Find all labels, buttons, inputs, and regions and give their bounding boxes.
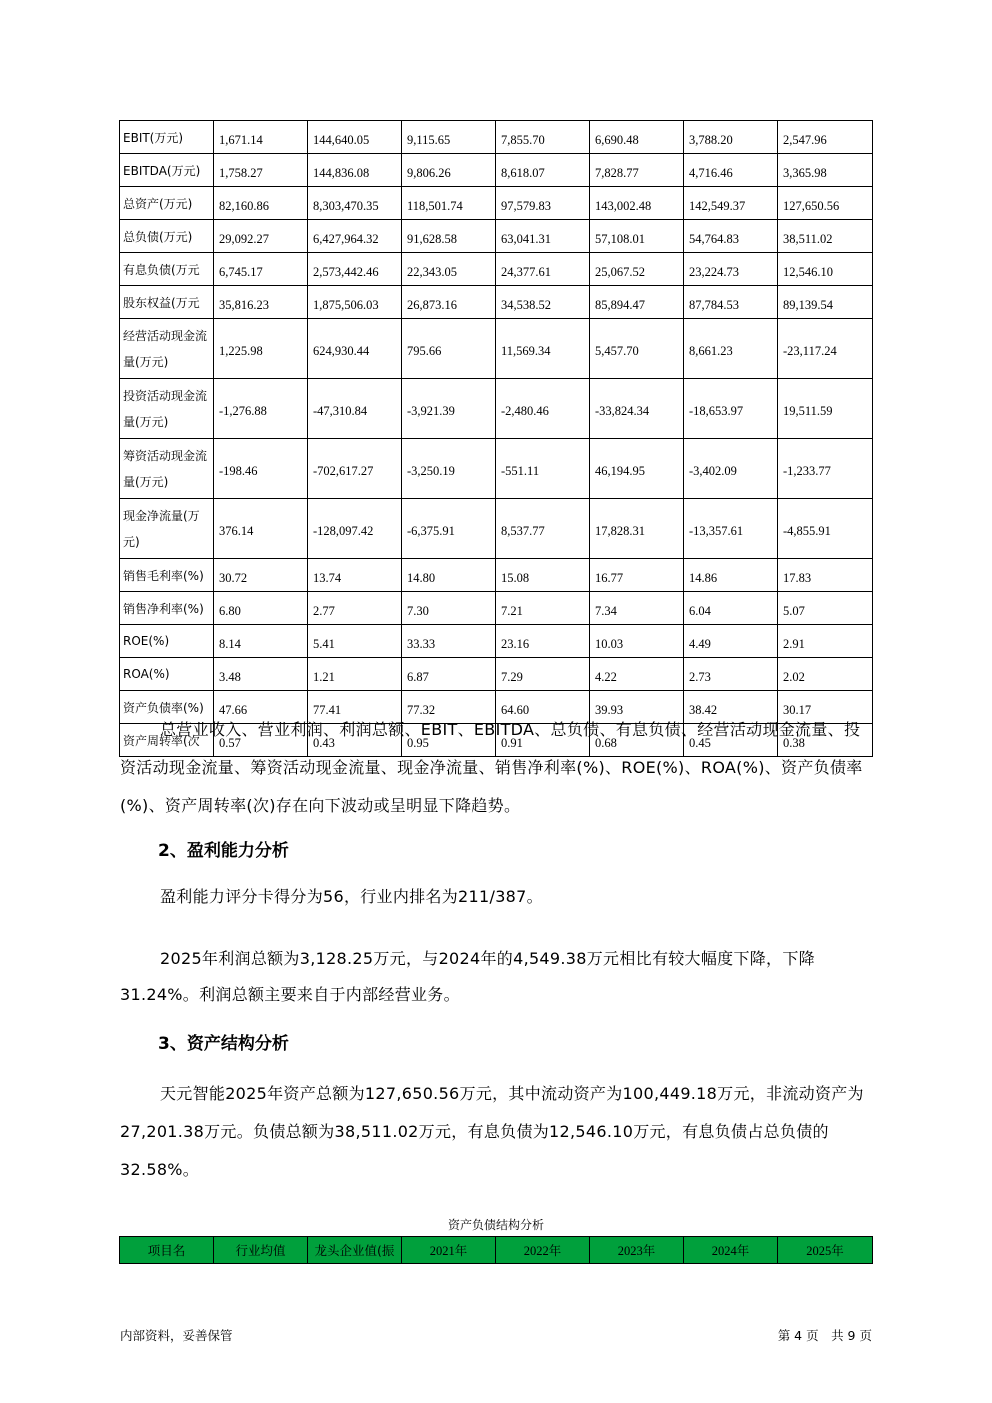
table-cell: 3,365.98 [778, 154, 873, 187]
row-label: ROA(%) [120, 658, 214, 691]
table-cell: -2,480.46 [496, 379, 590, 439]
table-row [120, 220, 873, 253]
table-cell: 6,745.17 [214, 253, 308, 286]
financial-indicators-table [119, 120, 873, 757]
table-cell: -702,617.27 [308, 439, 402, 499]
column-header: 项目名 [120, 1237, 214, 1264]
table-cell: 77.41 [308, 691, 402, 724]
table-cell: 4.49 [684, 625, 778, 658]
table-cell: 14.80 [402, 559, 496, 592]
table-cell: 3,788.20 [684, 121, 778, 154]
row-label: 销售净利率(%) [120, 592, 214, 625]
table-cell: 143,002.48 [590, 187, 684, 220]
footer-page-number: 第 4 页 共 9 页 [777, 1328, 872, 1343]
table-cell: 1,225.98 [214, 319, 308, 379]
table-cell: 0.68 [590, 724, 684, 757]
table-cell: -198.46 [214, 439, 308, 499]
table-row [120, 121, 873, 154]
asset-structure-paragraph: 天元智能2025年资产总额为127,650.56万元，其中流动资产为100,449.18万元，非流动资产为27,201.38万元。负债总额为38,511.02万元，有息负债为12,546.10万元，有息负债占总负债的32.58%。 [120, 1084, 864, 1179]
table-cell: 3.48 [214, 658, 308, 691]
table-cell: 0.43 [308, 724, 402, 757]
table-cell: 4.22 [590, 658, 684, 691]
table-cell: -6,375.91 [402, 499, 496, 559]
table-cell: 97,579.83 [496, 187, 590, 220]
table-cell: 6.80 [214, 592, 308, 625]
profitability-score-paragraph: 盈利能力评分卡得分为56，行业内排名为211/387。 [160, 887, 543, 906]
table-cell: 7,828.77 [590, 154, 684, 187]
column-header: 2025年 [778, 1237, 873, 1264]
column-header: 2021年 [402, 1237, 496, 1264]
table-cell: 5.07 [778, 592, 873, 625]
table-cell: -128,097.42 [308, 499, 402, 559]
table-cell: -1,233.77 [778, 439, 873, 499]
table-cell: 1,671.14 [214, 121, 308, 154]
column-header: 2022年 [496, 1237, 590, 1264]
asset-liability-structure-table [119, 1236, 873, 1264]
table-cell: 5,457.70 [590, 319, 684, 379]
table-cell: 8.14 [214, 625, 308, 658]
table-cell: 25,067.52 [590, 253, 684, 286]
table-cell: 142,549.37 [684, 187, 778, 220]
table-cell: 16.77 [590, 559, 684, 592]
table-cell: 624,930.44 [308, 319, 402, 379]
table-row [120, 439, 873, 499]
table-cell: 5.41 [308, 625, 402, 658]
table-row [120, 319, 873, 379]
row-label: 筹资活动现金流量(万元) [120, 439, 214, 499]
row-label: ROE(%) [120, 625, 214, 658]
profit-total-paragraph: 2025年利润总额为3,128.25万元，与2024年的4,549.38万元相比有较大幅度下降，下降31.24%。利润总额主要来自于内部经营业务。 [120, 949, 815, 1004]
table-cell: 8,618.07 [496, 154, 590, 187]
table-cell: 2,573,442.46 [308, 253, 402, 286]
table-cell: 376.14 [214, 499, 308, 559]
table-cell: -4,855.91 [778, 499, 873, 559]
table-cell: 6,427,964.32 [308, 220, 402, 253]
table-cell: 13.74 [308, 559, 402, 592]
table-cell: -33,824.34 [590, 379, 684, 439]
table-cell: 46,194.95 [590, 439, 684, 499]
table-cell: 0.95 [402, 724, 496, 757]
table-cell: 57,108.01 [590, 220, 684, 253]
trend-paragraph: 总营业收入、营业利润、利润总额、EBIT、EBITDA、总负债、有息负债、经营活动现金流量、投资活动现金流量、筹资活动现金流量、现金净流量、销售净利率(%)、ROE(%)、ROA(%)、资产负债率(%)、资产周转率(次)存在向下波动或呈明显下降趋势。 [120, 720, 863, 815]
table-cell: 63,041.31 [496, 220, 590, 253]
row-label: EBITDA(万元) [120, 154, 214, 187]
row-label: 销售毛利率(%) [120, 559, 214, 592]
table-cell: 0.57 [214, 724, 308, 757]
table-cell: -3,250.19 [402, 439, 496, 499]
table-cell: 8,661.23 [684, 319, 778, 379]
row-label: EBIT(万元) [120, 121, 214, 154]
table-cell: 9,115.65 [402, 121, 496, 154]
table-cell: 8,537.77 [496, 499, 590, 559]
table-cell: -18,653.97 [684, 379, 778, 439]
table-cell: 10.03 [590, 625, 684, 658]
table-cell: 87,784.53 [684, 286, 778, 319]
table-cell: -3,921.39 [402, 379, 496, 439]
section-3-heading: 3、资产结构分析 [158, 1034, 289, 1054]
table-cell: 0.45 [684, 724, 778, 757]
table-cell: 795.66 [402, 319, 496, 379]
table-cell: 127,650.56 [778, 187, 873, 220]
table-row [120, 592, 873, 625]
table-cell: -551.11 [496, 439, 590, 499]
table-cell: 0.91 [496, 724, 590, 757]
table-cell: 2.77 [308, 592, 402, 625]
table-cell: 89,139.54 [778, 286, 873, 319]
row-label: 资产负债率(%) [120, 691, 214, 724]
table-cell: 38,511.02 [778, 220, 873, 253]
table-cell: 64.60 [496, 691, 590, 724]
table-row [120, 379, 873, 439]
table-cell: 0.38 [778, 724, 873, 757]
table-cell: 12,546.10 [778, 253, 873, 286]
table-cell: 118,501.74 [402, 187, 496, 220]
table-cell: 144,836.08 [308, 154, 402, 187]
table-cell: 6.87 [402, 658, 496, 691]
table-cell: 1,875,506.03 [308, 286, 402, 319]
row-label: 资产周转率(次 [120, 724, 214, 757]
table-cell: 23.16 [496, 625, 590, 658]
table-cell: -1,276.88 [214, 379, 308, 439]
table-cell: 23,224.73 [684, 253, 778, 286]
table-cell: 17,828.31 [590, 499, 684, 559]
table-cell: 7,855.70 [496, 121, 590, 154]
table-row [120, 625, 873, 658]
structure-table-header-row [120, 1237, 873, 1264]
table-cell: 24,377.61 [496, 253, 590, 286]
table-row [120, 559, 873, 592]
table-cell: 17.83 [778, 559, 873, 592]
table-cell: 7.30 [402, 592, 496, 625]
table-cell: 82,160.86 [214, 187, 308, 220]
table-cell: 33.33 [402, 625, 496, 658]
table-row [120, 658, 873, 691]
table-cell: -3,402.09 [684, 439, 778, 499]
table-cell: 77.32 [402, 691, 496, 724]
table-cell: 26,873.16 [402, 286, 496, 319]
table-cell: 9,806.26 [402, 154, 496, 187]
table-cell: 2.02 [778, 658, 873, 691]
table-cell: 2.91 [778, 625, 873, 658]
column-header: 行业均值 [214, 1237, 308, 1264]
table-cell: 47.66 [214, 691, 308, 724]
table-cell: 38.42 [684, 691, 778, 724]
row-label: 股东权益(万元 [120, 286, 214, 319]
table-cell: 1.21 [308, 658, 402, 691]
table-cell: 8,303,470.35 [308, 187, 402, 220]
column-header: 2023年 [590, 1237, 684, 1264]
table-row [120, 499, 873, 559]
table-cell: 35,816.23 [214, 286, 308, 319]
table-row [120, 253, 873, 286]
table-cell: 6,690.48 [590, 121, 684, 154]
row-label: 总资产(万元) [120, 187, 214, 220]
table-cell: 2,547.96 [778, 121, 873, 154]
table-row [120, 286, 873, 319]
table-cell: 15.08 [496, 559, 590, 592]
table-cell: 7.29 [496, 658, 590, 691]
column-header: 龙头企业值(振 [308, 1237, 402, 1264]
table-cell: 14.86 [684, 559, 778, 592]
section-2-heading: 2、盈利能力分析 [158, 841, 289, 861]
table-cell: 85,894.47 [590, 286, 684, 319]
table-cell: 30.72 [214, 559, 308, 592]
table-cell: -13,357.61 [684, 499, 778, 559]
table-cell: 7.34 [590, 592, 684, 625]
column-header: 2024年 [684, 1237, 778, 1264]
table-cell: 7.21 [496, 592, 590, 625]
table-cell: 39.93 [590, 691, 684, 724]
table-row [120, 154, 873, 187]
table-cell: 54,764.83 [684, 220, 778, 253]
row-label: 现金净流量(万元) [120, 499, 214, 559]
table-cell: -47,310.84 [308, 379, 402, 439]
table-cell: 2.73 [684, 658, 778, 691]
row-label: 投资活动现金流量(万元) [120, 379, 214, 439]
table-cell: -23,117.24 [778, 319, 873, 379]
table-cell: 11,569.34 [496, 319, 590, 379]
table-cell: 1,758.27 [214, 154, 308, 187]
table-cell: 144,640.05 [308, 121, 402, 154]
table-row [120, 187, 873, 220]
row-label: 经营活动现金流量(万元) [120, 319, 214, 379]
table-cell: 34,538.52 [496, 286, 590, 319]
structure-table-caption: 资产负债结构分析 [447, 1218, 544, 1232]
table-cell: 19,511.59 [778, 379, 873, 439]
table-cell: 22,343.05 [402, 253, 496, 286]
table-cell: 29,092.27 [214, 220, 308, 253]
table-cell: 30.17 [778, 691, 873, 724]
table-cell: 6.04 [684, 592, 778, 625]
table-cell: 91,628.58 [402, 220, 496, 253]
footer-confidential-note: 内部资料，妥善保管 [120, 1328, 233, 1343]
row-label: 有息负债(万元 [120, 253, 214, 286]
row-label: 总负债(万元) [120, 220, 214, 253]
table-cell: 4,716.46 [684, 154, 778, 187]
